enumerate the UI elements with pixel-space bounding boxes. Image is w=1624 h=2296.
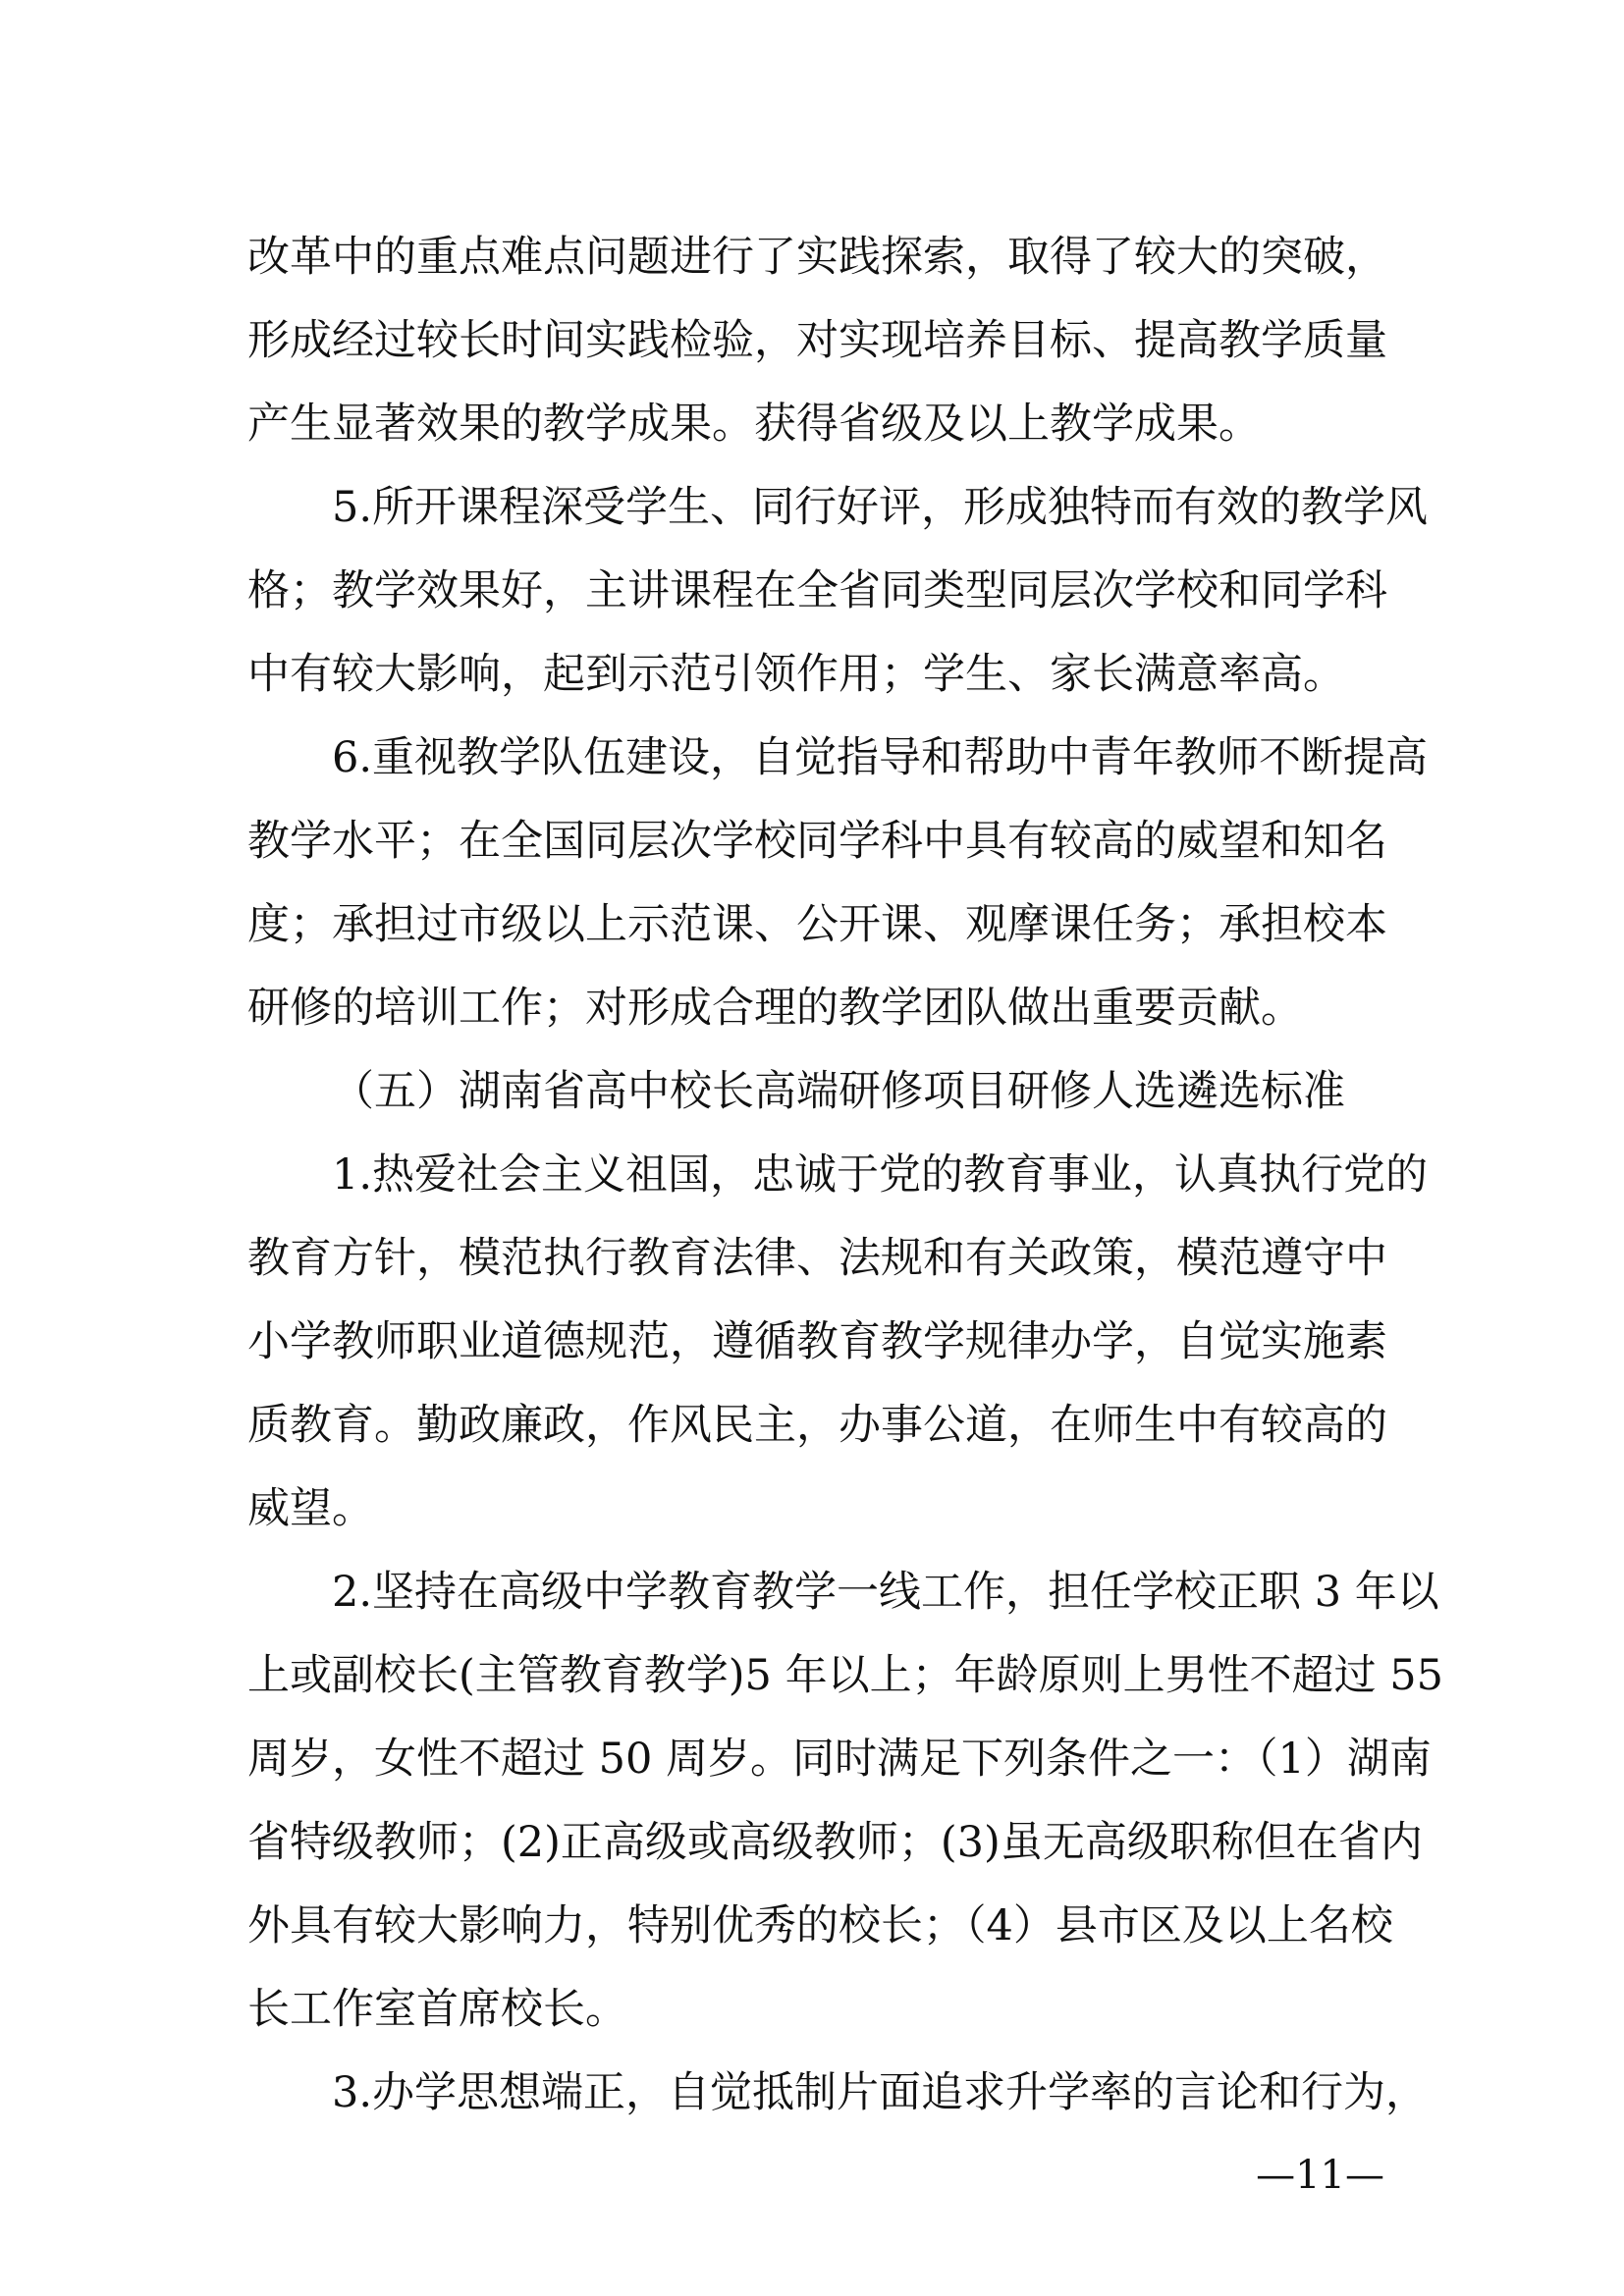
text-line: 中有较大影响，起到示范引领作用；学生、家长满意率高。 [247,650,1345,699]
text-line: 产生显著效果的教学成果。获得省级及以上教学成果。 [247,400,1261,449]
text-line: 5.所开课程深受学生、同行好评，形成独特而有效的教学风 [332,483,1429,532]
text-line: 1.热爱社会主义祖国，忠诚于党的教育事业，认真执行党的 [332,1150,1429,1200]
text-line: 度；承担过市级以上示范课、公开课、观摩课任务；承担校本 [247,900,1387,949]
text-line: 上或副校长(主管教育教学)5 年以上；年龄原则上男性不超过 55 [247,1651,1443,1700]
text-line: 改革中的重点难点问题进行了实践探索，取得了较大的突破， [247,233,1387,282]
text-line: 小学教师职业道德规范，遵循教育教学规律办学，自觉实施素 [247,1317,1387,1366]
text-line: 形成经过较长时间实践检验，对实现培养目标、提高教学质量 [247,316,1387,365]
document-body [247,216,1443,2135]
text-line: 教学水平；在全国同层次学校同学科中具有较高的威望和知名 [247,817,1387,866]
text-line: 外具有较大影响力，特别优秀的校长；（4）县市区及以上名校 [247,1901,1393,1950]
text-line: 质教育。勤政廉政，作风民主，办事公道，在师生中有较高的 [247,1401,1387,1450]
text-line: 格；教学效果好，主讲课程在全省同类型同层次学校和同学科 [247,566,1387,615]
text-line: 周岁，女性不超过 50 周岁。同时满足下列条件之一：（1）湖南 [247,1735,1432,1784]
text-line: 3.办学思想端正，自觉抵制片面追求升学率的言论和行为， [332,2068,1429,2117]
text-line: 6.重视教学队伍建设，自觉指导和帮助中青年教师不断提高 [332,733,1429,782]
text-line: 长工作室首席校长。 [247,1985,627,2034]
text-line: 省特级教师；(2)正高级或高级教师；(3)虽无高级职称但在省内 [247,1818,1423,1867]
text-line: 研修的培训工作；对形成合理的教学团队做出重要贡献。 [247,984,1303,1033]
page-number: —11— [1256,2153,1384,2198]
section-heading: （五）湖南省高中校长高端研修项目研修人选遴选标准 [332,1067,1345,1116]
text-line: 教育方针，模范执行教育法律、法规和有关政策，模范遵守中 [247,1234,1387,1283]
text-line: 2.坚持在高级中学教育教学一线工作，担任学校正职 3 年以 [332,1568,1439,1617]
text-line: 威望。 [247,1484,374,1533]
